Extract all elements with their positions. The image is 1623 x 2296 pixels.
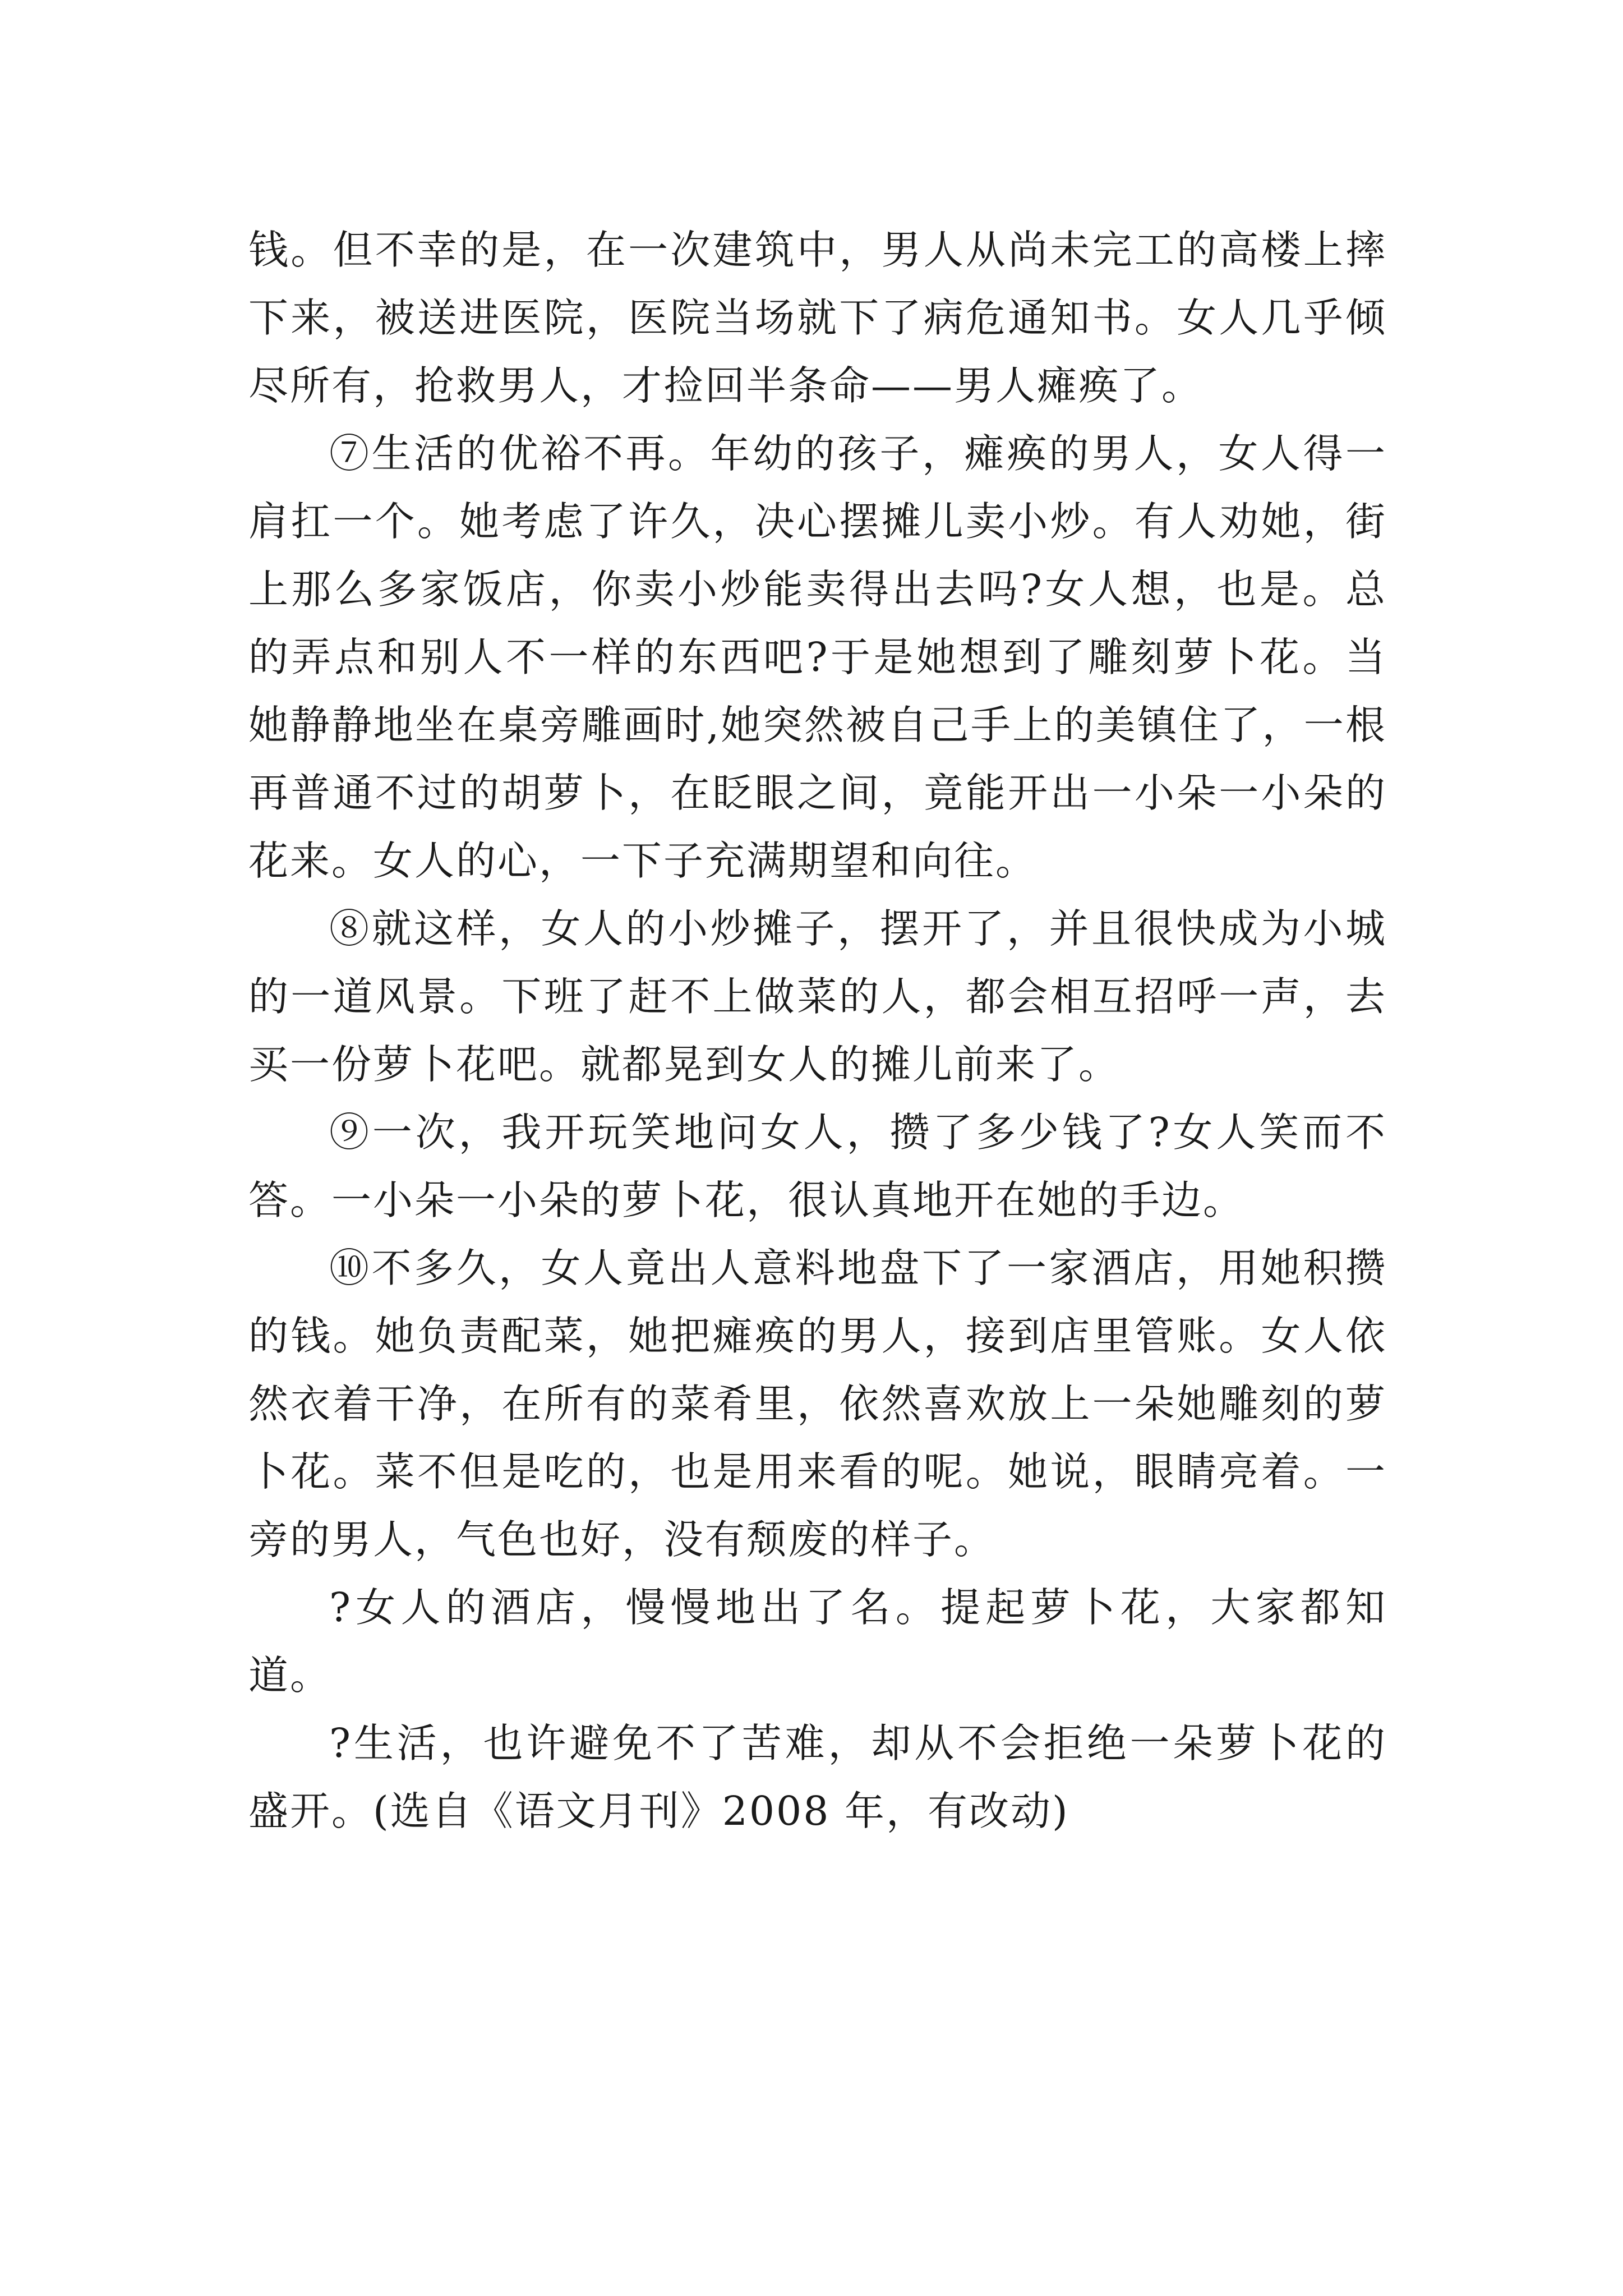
paragraph-9: ⑨一次，我开玩笑地问女人，攒了多少钱了?女人笑而不答。一小朵一小朵的萝卜花，很认真地开在她的手边。 [248,1109,1387,1223]
paragraph-10: ⑩不多久，女人竟出人意料地盘下了一家酒店，用她积攒的钱。她负责配菜，她把瘫痪的男人，接到店里管账。女人依然衣着干净，在所有的菜肴里，依然喜欢放上一朵她雕刻的萝卜花。菜不但是吃的，也是用来看的呢。她说，眼睛亮着。一旁的男人，气色也好，没有颓废的样子。 [248,1245,1387,1563]
paragraph-8: ⑧就这样，女人的小炒摊子，摆开了，并且很快成为小城的一道风景。下班了赶不上做菜的人，都会相互招呼一声，去买一份萝卜花吧。就都晃到女人的摊儿前来了。 [248,905,1387,1088]
paragraph-7: ⑦生活的优裕不再。年幼的孩子，瘫痪的男人，女人得一肩扛一个。她考虑了许久，决心摆摊儿卖小炒。有人劝她，街上那么多家饭店，你卖小炒能卖得出去吗?女人想，也是。总的弄点和别人不一样的东西吧?于是她想到了雕刻萝卜花。当她静静地坐在桌旁雕画时,她突然被自己手上的美镇住了，一根再普通不过的胡萝卜，在眨眼之间，竟能开出一小朵一小朵的花来。女人的心，一下子充满期望和向往。 [248,430,1387,884]
paragraph-11: ?女人的酒店，慢慢地出了名。提起萝卜花，大家都知道。 [248,1584,1387,1699]
paragraph-12: ?生活，也许避免不了苦难，却从不会拒绝一朵萝卜花的盛开。(选自《语文月刊》2008 年，有改动) [248,1720,1387,1834]
paragraph-6-continued: 钱。但不幸的是，在一次建筑中，男人从尚未完工的高楼上摔下来，被送进医院，医院当场就下了病危通知书。女人几乎倾尽所有，抢救男人，才捡回半条命——男人瘫痪了。 [248,227,1387,409]
document-page [248,216,1387,1845]
